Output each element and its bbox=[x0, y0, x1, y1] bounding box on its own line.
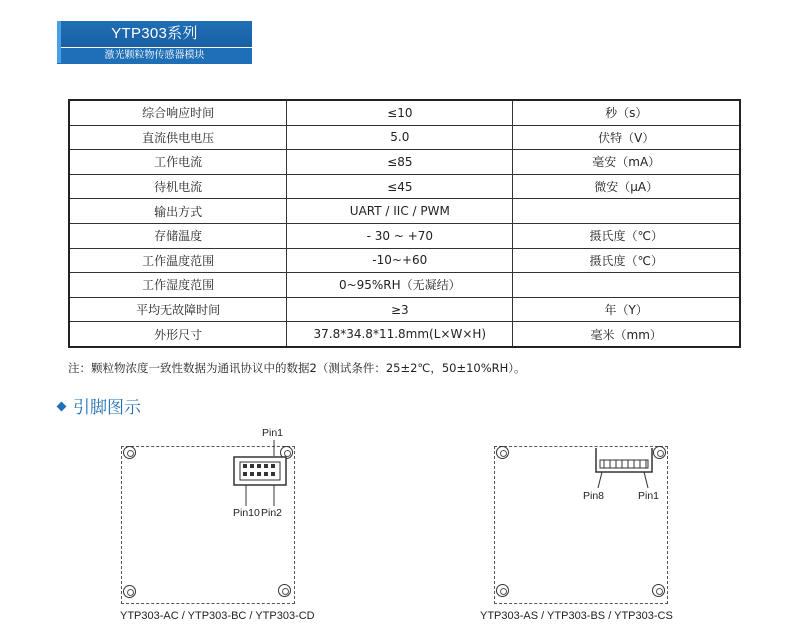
param-name-cell: 工作温度范围 bbox=[69, 248, 287, 273]
mounting-hole-icon bbox=[496, 446, 509, 459]
table-row bbox=[69, 322, 740, 347]
table-note: 注：颗粒物浓度一致性数据为通讯协议中的数据2（测试条件：25±2℃，50±10%RH）。 bbox=[68, 361, 526, 375]
param-value-cell: -10~+60 bbox=[287, 248, 513, 273]
section-title: 引脚图示 bbox=[73, 398, 141, 418]
mounting-hole-icon bbox=[496, 584, 509, 597]
param-unit-cell: 毫安（mA） bbox=[513, 150, 740, 175]
param-value-cell: 5.0 bbox=[287, 125, 513, 150]
left-caption: YTP303-AC / YTP303-BC / YTP303-CD bbox=[120, 610, 315, 622]
param-unit-cell: 摄氏度（℃） bbox=[513, 223, 740, 248]
table-row bbox=[69, 248, 740, 273]
pin10-label: Pin10 bbox=[233, 507, 260, 519]
param-value-cell: ≥3 bbox=[287, 297, 513, 322]
table-row bbox=[69, 223, 740, 248]
param-name-cell: 工作电流 bbox=[69, 150, 287, 175]
table-row bbox=[69, 199, 740, 224]
param-unit-cell: 年（Y） bbox=[513, 297, 740, 322]
diamond-bullet-icon bbox=[57, 402, 67, 412]
pin1-label: Pin1 bbox=[638, 490, 660, 502]
param-name-cell: 外形尺寸 bbox=[69, 322, 287, 347]
table-row bbox=[69, 273, 740, 298]
param-value-cell: ≤85 bbox=[287, 150, 513, 175]
mounting-hole-icon bbox=[278, 584, 291, 597]
mounting-hole-icon bbox=[123, 585, 136, 598]
param-name-cell: 平均无故障时间 bbox=[69, 297, 287, 322]
param-unit-cell bbox=[513, 273, 740, 298]
param-value-cell: ≤10 bbox=[287, 100, 513, 125]
param-value-cell: UART / IIC / PWM bbox=[287, 199, 513, 224]
param-name-cell: 存储温度 bbox=[69, 223, 287, 248]
param-name-cell: 工作湿度范围 bbox=[69, 273, 287, 298]
param-unit-cell: 微安（μA） bbox=[513, 174, 740, 199]
param-unit-cell: 摄氏度（℃） bbox=[513, 248, 740, 273]
param-unit-cell: 毫米（mm） bbox=[513, 322, 740, 347]
param-value-cell: - 30 ~ +70 bbox=[287, 223, 513, 248]
param-unit-cell: 伏特（V） bbox=[513, 125, 740, 150]
param-value-cell: 0~95%RH（无凝结） bbox=[287, 273, 513, 298]
param-name-cell: 待机电流 bbox=[69, 174, 287, 199]
banner-accent bbox=[57, 21, 61, 63]
param-value-cell: ≤45 bbox=[287, 174, 513, 199]
pin2-label: Pin2 bbox=[261, 507, 283, 519]
table-row bbox=[69, 150, 740, 175]
pin8-label: Pin8 bbox=[583, 490, 605, 502]
table-row bbox=[69, 100, 740, 125]
param-name-cell: 直流供电电压 bbox=[69, 125, 287, 150]
param-name-cell: 综合响应时间 bbox=[69, 100, 287, 125]
spec-table bbox=[68, 99, 741, 348]
connector-icon bbox=[230, 453, 290, 491]
pin1-leader-icon bbox=[230, 440, 290, 456]
mounting-hole-icon bbox=[652, 584, 665, 597]
banner-subtitle: 激光颗粒物传感器模块 bbox=[57, 47, 252, 64]
table-row bbox=[69, 125, 740, 150]
mounting-hole-icon bbox=[123, 446, 136, 459]
series-banner bbox=[57, 21, 252, 63]
banner-title: YTP303系列 bbox=[57, 21, 252, 47]
pin1-label: Pin1 bbox=[262, 427, 284, 439]
param-value-cell: 37.8*34.8*11.8mm(L×W×H) bbox=[287, 322, 513, 347]
param-unit-cell bbox=[513, 199, 740, 224]
param-name-cell: 输出方式 bbox=[69, 199, 287, 224]
table-row bbox=[69, 174, 740, 199]
right-caption: YTP303-AS / YTP303-BS / YTP303-CS bbox=[480, 610, 673, 622]
connector-icon bbox=[592, 446, 656, 490]
param-unit-cell: 秒（s） bbox=[513, 100, 740, 125]
table-row bbox=[69, 297, 740, 322]
section-title-wrapper bbox=[58, 393, 141, 418]
